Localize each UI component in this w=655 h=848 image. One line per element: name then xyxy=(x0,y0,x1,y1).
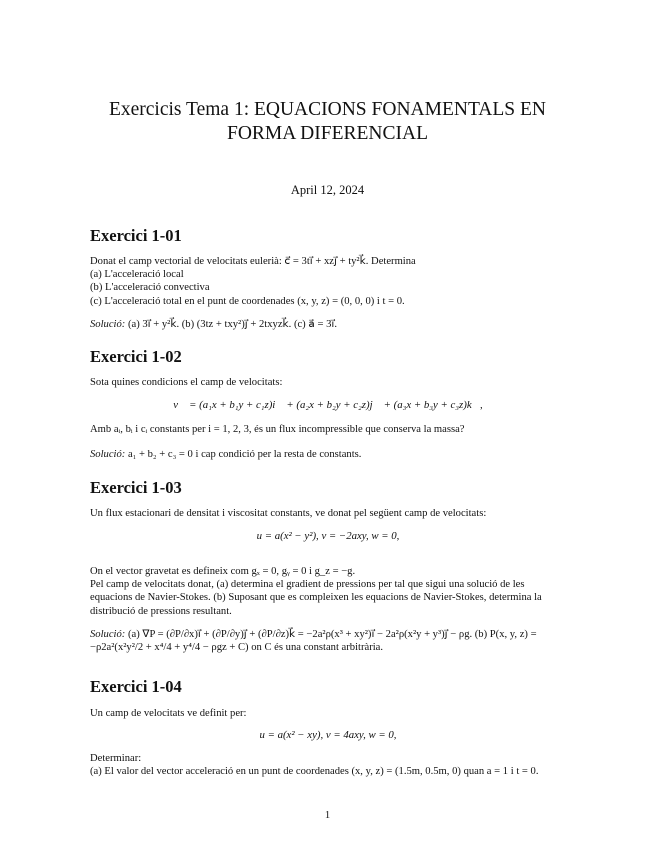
ex4-intro: Un camp de velocitats ve definit per: xyxy=(90,708,247,719)
ex4-determine: Determinar: xyxy=(90,753,142,764)
ex2-solution-text: a₁ + b₂ + c₃ = 0 i cap condició per la resta de constants. xyxy=(125,449,362,460)
ex2-question: Amb aᵢ, bᵢ i cᵢ constants per i = 1, 2, 3, és un flux incompressible que conserva la massa? xyxy=(90,424,465,435)
document-date: April 12, 2024 xyxy=(290,183,365,197)
ex3-equation: u = a(x² − y²), v = −2axy, w = 0, xyxy=(256,530,400,542)
ex1-solution xyxy=(90,318,566,331)
ex1-part-a: (a) L'acceleració local xyxy=(90,269,184,281)
ex3-intro: Un flux estacionari de densitat i viscositat constants, ve donat pel següent camp de velocitats: xyxy=(90,508,487,519)
ex2-equation: v⃗ = (a₁x + b₁y + c₁z)i⃗ + (a₂x + b₂y + c₂z)j⃗ + (a₃x + b₃y + c₃z)k⃗, xyxy=(173,399,483,411)
title-line-1: Exercicis Tema 1: EQUACIONS FONAMENTALS EN xyxy=(108,99,547,120)
ex3-solution xyxy=(90,628,566,654)
ex1-body xyxy=(90,255,566,308)
ex3-body xyxy=(90,565,566,618)
title-line-2: FORMA DIFERENCIAL xyxy=(227,123,428,144)
ex3-gravity: On el vector gravetat es defineix com gₓ = 0, gᵧ = 0 i g_z = −g. xyxy=(90,566,356,577)
ex3-question: Pel camp de velocitats donat, (a) determina el gradient de pressions per tal que sigui una solució de les equacions de Navier-Stokes. (b) Suposant que es compleixen les equacions de Navier-Stokes, determina la distribució de pressions resultant. xyxy=(90,579,542,617)
ex3-solution-line2: −ρ2a²(x²y²/2 + x⁴/4 + y⁴/4 − ρgz + C) on C és una constant arbitrària. xyxy=(90,642,384,654)
ex4-equation: u = a(x² − xy), v = 4axy, w = 0, xyxy=(259,729,397,741)
ex1-intro: Donat el camp vectorial de velocitats eulerià: c⃗ = 3ti⃗ + xzj⃗ + ty²k⃗. Determina xyxy=(90,256,416,267)
ex4-part-a: (a) El valor del vector acceleració en un punt de coordenades (x, y, z) = (1.5m, 0.5m, 0) quan a = 1 i t = 0. xyxy=(90,766,539,778)
ex1-part-c: (c) L'acceleració total en el punt de coordenades (x, y, z) = (0, 0, 0) i t = 0. xyxy=(90,295,405,307)
section-heading-ex3: Exercici 1-03 xyxy=(90,478,182,497)
section-heading-ex2: Exercici 1-02 xyxy=(90,347,182,366)
ex2-solution xyxy=(90,448,566,461)
ex4-body xyxy=(90,752,566,778)
ex3-solution-line1: (a) ∇P = (∂P/∂x)i⃗ + (∂P/∂y)j⃗ + (∂P/∂z)k⃗ = −2a²ρ(x³ + xy²)i⃗ − 2a²ρ(x²y + y³)j⃗ − ρg. (b) P(x, y, z) = xyxy=(125,629,537,640)
ex2-intro: Sota quines condicions el camp de velocitats: xyxy=(90,377,283,388)
section-heading-ex4: Exercici 1-04 xyxy=(90,677,182,696)
page-number: 1 xyxy=(324,810,331,821)
section-heading-ex1: Exercici 1-01 xyxy=(90,226,182,245)
ex1-part-b: (b) L'acceleració convectiva xyxy=(90,282,210,294)
ex1-solution-text: (a) 3i⃗ + y²k⃗. (b) (3tz + txy²)j⃗ + 2txyzk⃗. (c) a⃗ = 3i⃗. xyxy=(125,319,338,330)
ex3-solution-label: Solució: xyxy=(90,629,126,640)
ex1-solution-label: Solució: xyxy=(90,319,126,330)
document-title xyxy=(60,98,595,146)
ex2-solution-label: Solució: xyxy=(90,449,126,460)
